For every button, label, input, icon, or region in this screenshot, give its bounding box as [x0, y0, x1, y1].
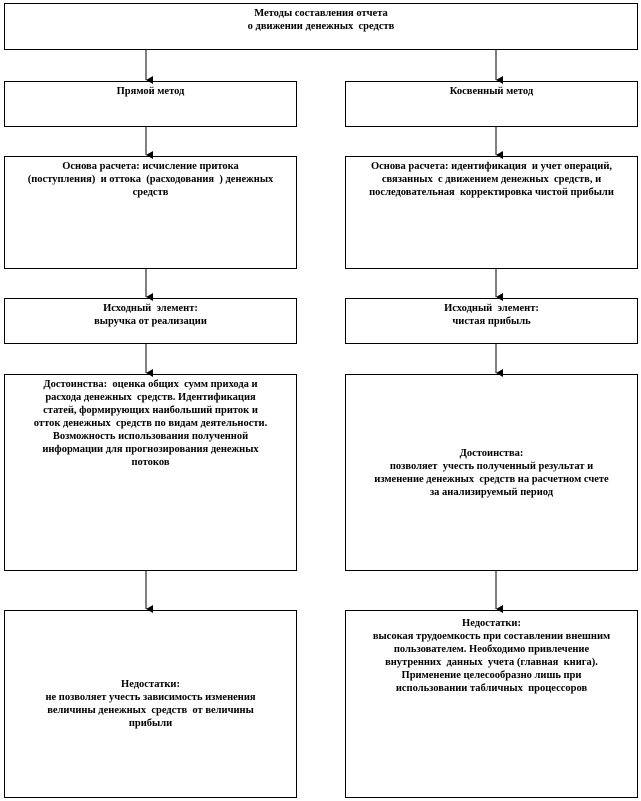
title-line-2: о движении денежных средств	[247, 21, 395, 32]
indirect-method-label: Косвенный метод	[449, 86, 534, 97]
indirect-disadvantages-line-5: Применение целесообразно лишь при	[401, 670, 582, 681]
title-line-1: Методы составления отчета	[254, 8, 388, 19]
direct-advantages-line-6: информации для прогнозирования денежных	[42, 444, 259, 455]
direct-advantages-line-2: расхода денежных средств. Идентификация	[45, 392, 256, 403]
indirect-advantages-line-2: позволяет учесть полученный результат и	[389, 460, 594, 472]
direct-advantages-line-7: потоков	[131, 457, 170, 468]
direct-basis-line-1: Основа расчета: исчисление притока	[62, 161, 239, 172]
indirect-element-line-1: Исходный элемент:	[444, 303, 539, 314]
indirect-basis-line-3: последовательная корректировка чистой прибыли	[369, 187, 614, 198]
indirect-disadvantages-line-6: использовании табличных процессоров	[395, 683, 588, 694]
direct-advantages-line-5: Возможность использования полученной	[52, 431, 249, 442]
direct-basis-line-3: средств	[132, 187, 169, 198]
indirect-disadvantages-line-1: Недостатки:	[462, 618, 521, 629]
direct-advantages-line-4: отток денежных средств по видам деятельности.	[33, 418, 268, 429]
direct-disadvantages-line-1: Недостатки:	[121, 679, 180, 690]
indirect-advantages-line-1: Достоинства:	[459, 447, 524, 459]
indirect-advantages-line-4: за анализируемый период	[429, 486, 554, 498]
indirect-disadvantages-line-2: высокая трудоемкость при составлении внешним	[372, 631, 611, 642]
indirect-element-line-2: чистая прибыль	[452, 316, 531, 327]
direct-basis-line-2: (поступления) и оттока (расходования ) денежных	[27, 174, 274, 185]
direct-method-label: Прямой метод	[116, 86, 185, 97]
indirect-advantages-line-3: изменение денежных средств на расчетном счете	[374, 473, 609, 485]
direct-disadvantages-line-2: не позволяет учесть зависимость изменения	[45, 692, 256, 703]
indirect-disadvantages-line-3: пользователем. Необходимо привлечение	[393, 644, 590, 655]
direct-advantages-line-1: Достоинства: оценка общих сумм прихода и	[43, 379, 258, 390]
direct-disadvantages-line-4: прибыли	[128, 718, 173, 729]
direct-advantages-line-3: статей, формирующих наибольший приток и	[43, 405, 258, 416]
direct-disadvantages-line-3: величины денежных средств от величины	[47, 705, 254, 716]
direct-element-line-2: выручка от реализации	[94, 316, 207, 327]
indirect-basis-line-2: связанных с движением денежных средств, и	[381, 174, 602, 185]
indirect-basis-line-1: Основа расчета: идентификация и учет операций,	[370, 161, 613, 172]
indirect-disadvantages-line-4: внутренних данных учета (главная книга).	[385, 657, 598, 668]
direct-element-line-1: Исходный элемент:	[103, 303, 198, 314]
